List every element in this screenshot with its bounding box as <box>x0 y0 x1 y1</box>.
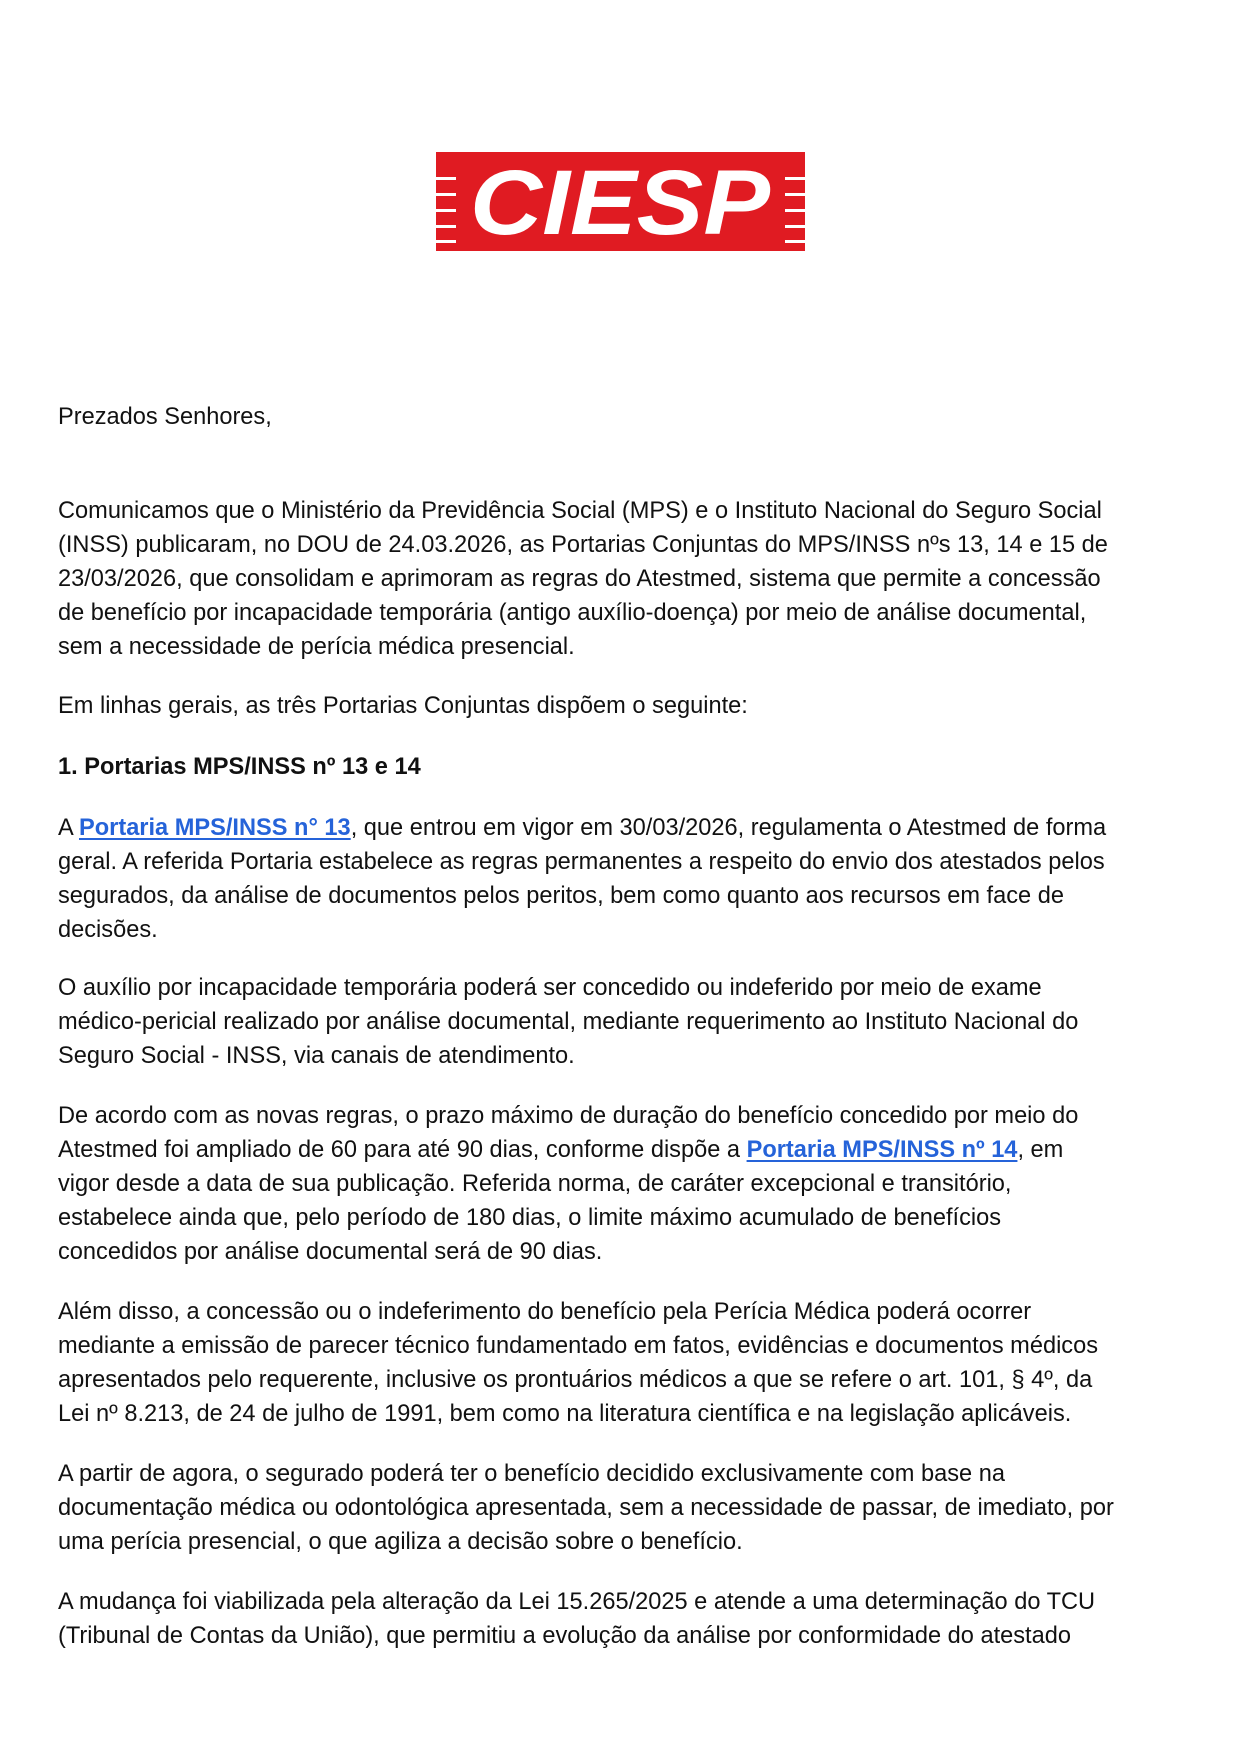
portaria-14-link[interactable]: Portaria MPS/INSS nº 14 <box>746 1137 1018 1163</box>
prazo-line: De acordo com as novas regras, o prazo máximo de duração do benefício concedido por meio do <box>58 1103 1079 1129</box>
partir-line: A partir de agora, o segurado poderá ter o benefício decidido exclusivamente com base na <box>58 1461 1005 1487</box>
text: , em <box>1017 1137 1064 1163</box>
logo-text: CIESP <box>470 152 771 251</box>
intro-line: 23/03/2026, que consolidam e aprimoram as regras do Atestmed, sistema que permite a concessão <box>58 566 1101 592</box>
intro-line: sem a necessidade de perícia médica presencial. <box>58 634 575 660</box>
ciesp-logo <box>436 152 805 251</box>
prazo-line <box>58 1133 1063 1167</box>
intro-line: (INSS) publicaram, no DOU de 24.03.2026, as Portarias Conjuntas do MPS/INSS nºs 13, 14 e 15 de <box>58 532 1108 558</box>
prazo-line: estabelece ainda que, pelo período de 180 dias, o limite máximo acumulado de benefícios <box>58 1205 1002 1231</box>
alem-line: mediante a emissão de parecer técnico fundamentado em fatos, evidências e documentos médicos <box>58 1333 1099 1359</box>
alem-line: Além disso, a concessão ou o indeferimento do benefício pela Perícia Médica poderá ocorrer <box>58 1299 1032 1325</box>
intro-line: Comunicamos que o Ministério da Previdência Social (MPS) e o Instituto Nacional do Seguro Social <box>58 498 1102 524</box>
portaria-13-link[interactable]: Portaria MPS/INSS n° 13 <box>79 815 351 841</box>
text: Atestmed foi ampliado de 60 para até 90 dias, conforme dispõe a <box>58 1137 747 1163</box>
portaria13-line: decisões. <box>58 917 158 943</box>
auxilio-line: médico-pericial realizado por análise documental, mediante requerimento ao Instituto Nacional do <box>58 1009 1079 1035</box>
partir-line: documentação médica ou odontológica apresentada, sem a necessidade de passar, de imediato, por <box>58 1495 1114 1521</box>
auxilio-line: Seguro Social - INSS, via canais de atendimento. <box>58 1043 575 1069</box>
greeting: Prezados Senhores, <box>58 404 272 430</box>
alem-line: Lei nº 8.213, de 24 de julho de 1991, bem como na literatura científica e na legislação aplicáveis. <box>58 1401 1072 1427</box>
mudanca-line: A mudança foi viabilizada pela alteração da Lei 15.265/2025 e atende a uma determinação do TCU <box>58 1589 1096 1615</box>
portaria13-line <box>58 811 1106 845</box>
portaria13-line: segurados, da análise de documentos pelos peritos, bem como quanto aos recursos em face de <box>58 883 1064 909</box>
intro-line: de benefício por incapacidade temporária (antigo auxílio-doença) por meio de análise documental, <box>58 600 1087 626</box>
partir-line: uma perícia presencial, o que agiliza a decisão sobre o benefício. <box>58 1529 743 1555</box>
prazo-line: concedidos por análise documental será de 90 dias. <box>58 1239 603 1265</box>
section-heading: 1. Portarias MPS/INSS nº 13 e 14 <box>58 754 421 780</box>
alem-line: apresentados pelo requerente, inclusive os prontuários médicos a que se refere o art. 101, § 4º, da <box>58 1367 1093 1393</box>
prazo-line: vigor desde a data de sua publicação. Referida norma, de caráter excepcional e transitório, <box>58 1171 1012 1197</box>
auxilio-line: O auxílio por incapacidade temporária poderá ser concedido ou indeferido por meio de exame <box>58 975 1042 1001</box>
text: A <box>58 815 79 841</box>
text: , que entrou em vigor em 30/03/2026, regulamenta o Atestmed de forma <box>350 815 1107 841</box>
mudanca-line: (Tribunal de Contas da União), que permitiu a evolução da análise por conformidade do atestado <box>58 1623 1071 1649</box>
summary-line: Em linhas gerais, as três Portarias Conjuntas dispõem o seguinte: <box>58 693 748 719</box>
portaria13-line: geral. A referida Portaria estabelece as regras permanentes a respeito do envio dos atestados pelos <box>58 849 1105 875</box>
